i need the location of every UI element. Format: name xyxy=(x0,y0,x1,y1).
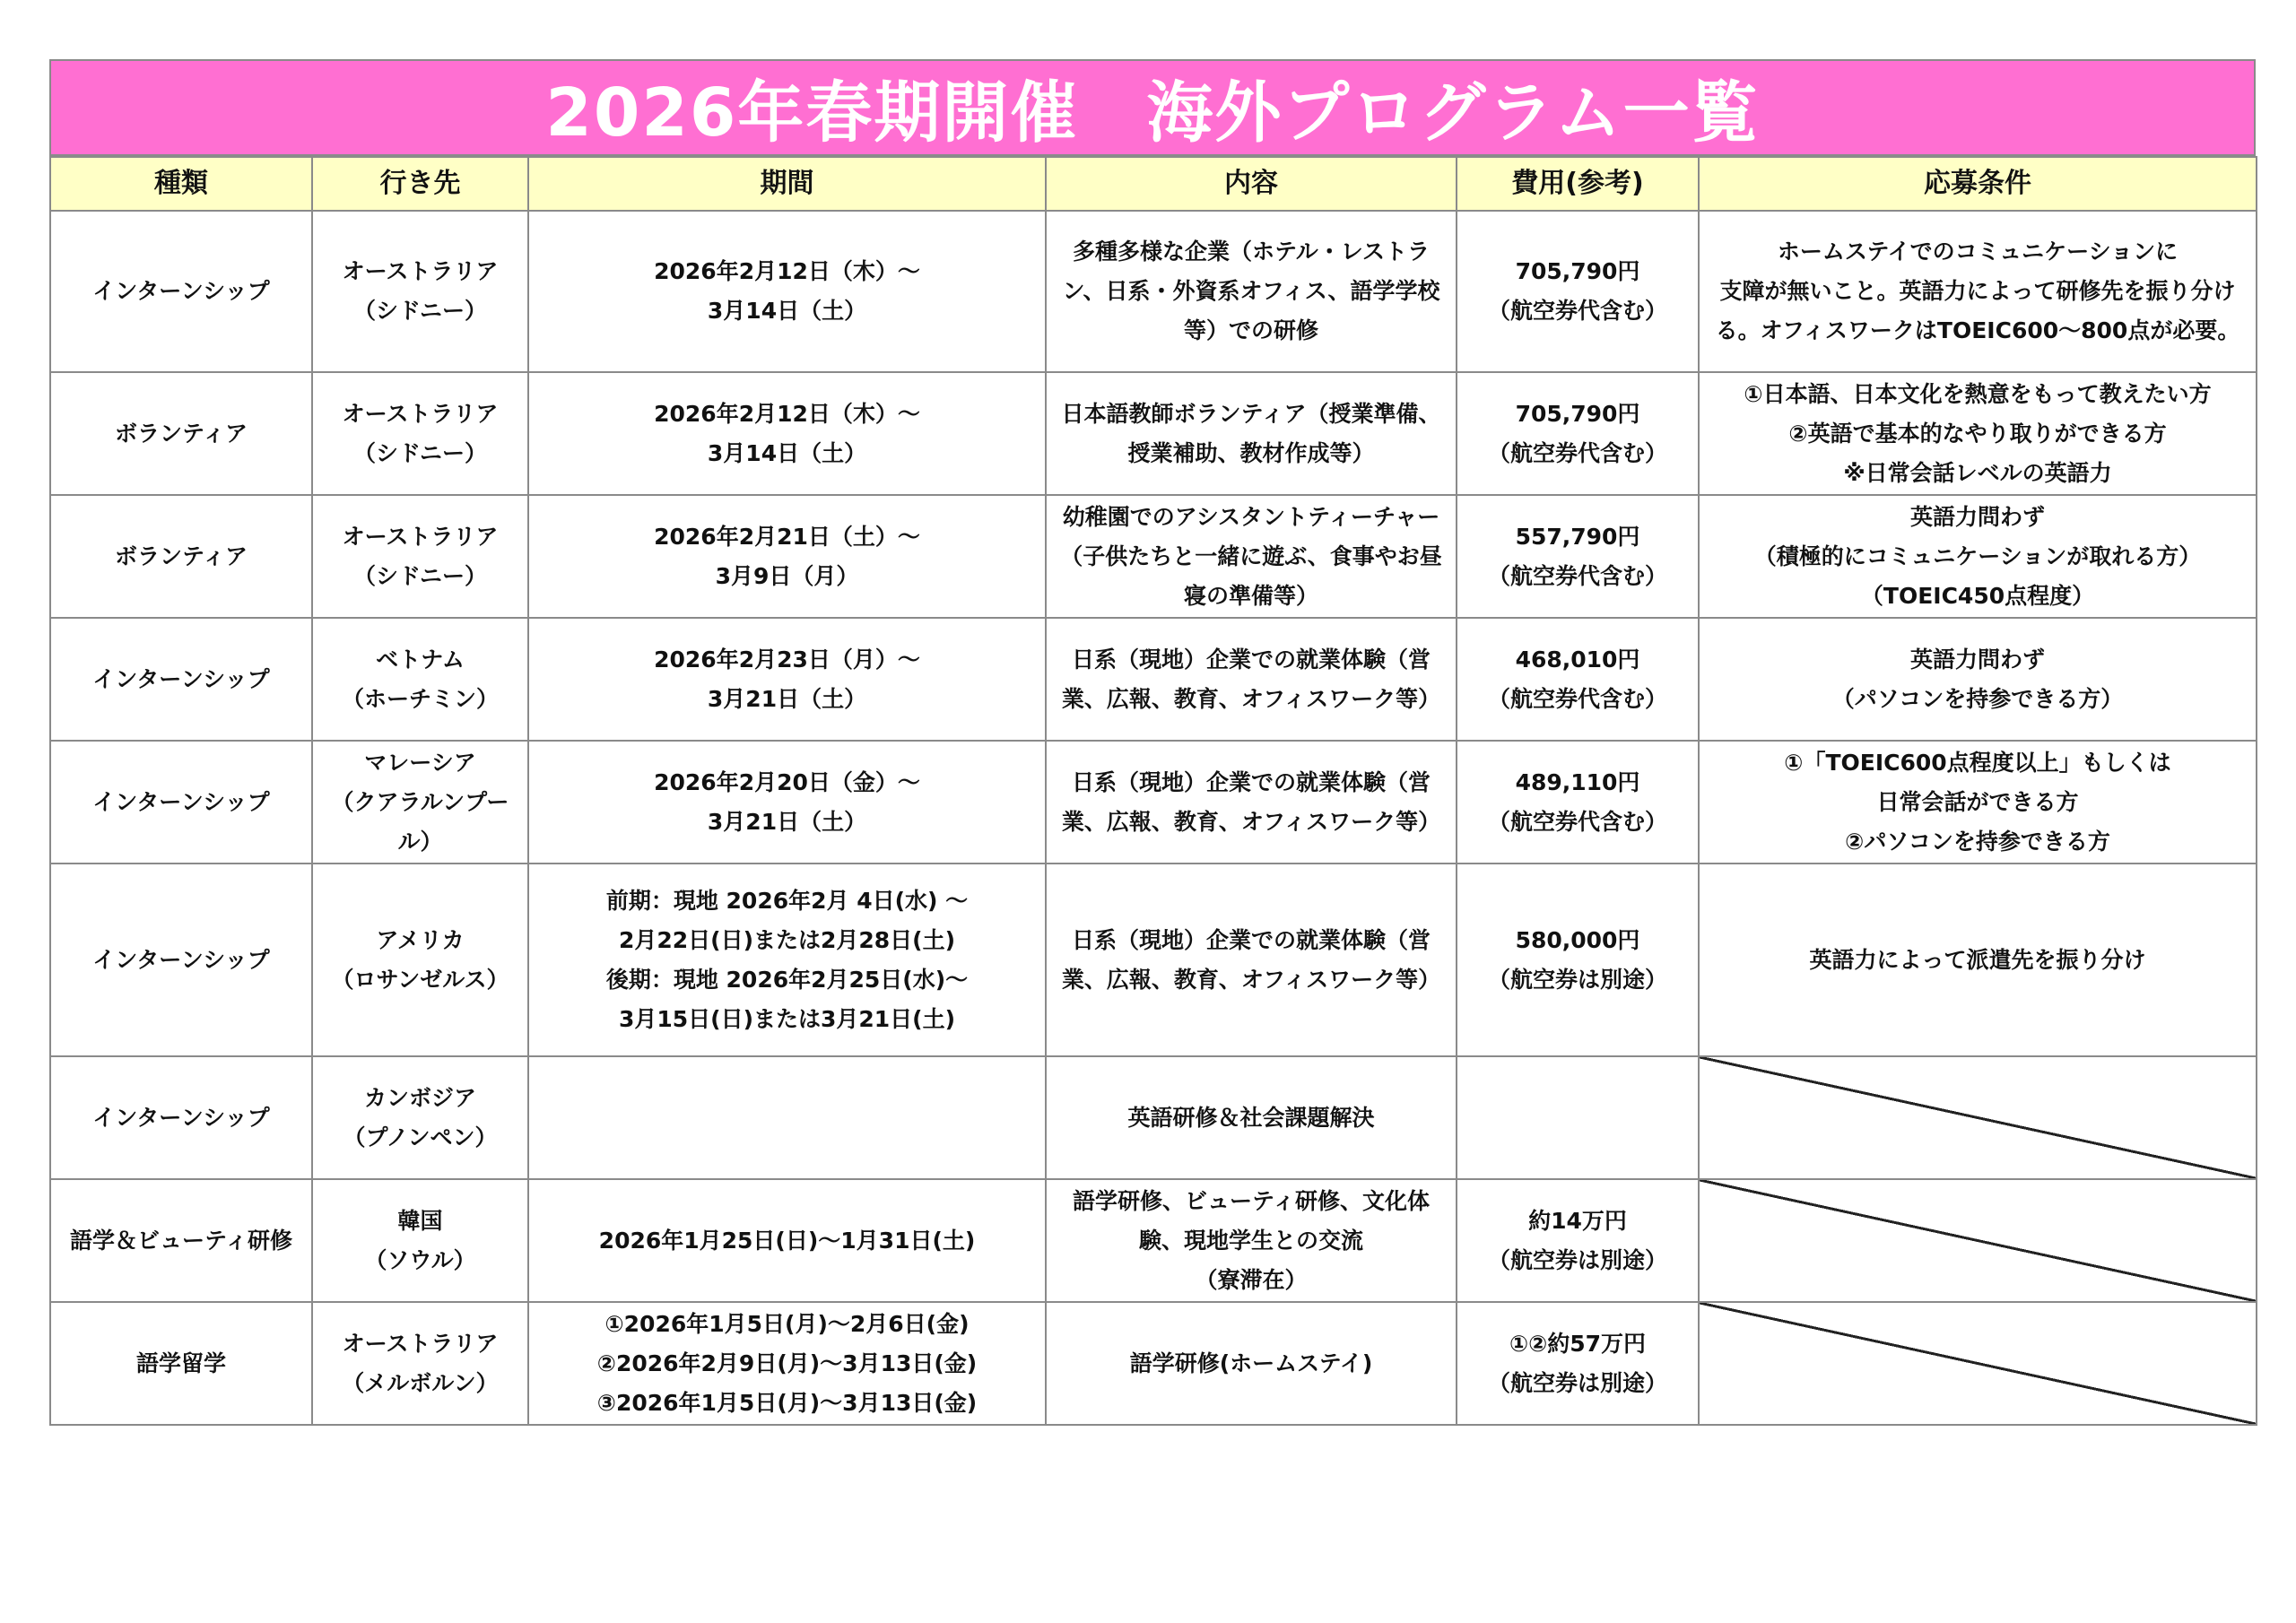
cell-period: 2026年1月25日(日)〜1月31日(土) xyxy=(528,1179,1046,1302)
cell-requirements-struck xyxy=(1699,1302,2257,1425)
cell-period: 2026年2月12日（木）〜 3月14日（土） xyxy=(528,372,1046,495)
cell-requirements: ①日本語、日本文化を熱意をもって教えたい方 ②英語で基本的なやり取りができる方 ※日常会話レベルの英語力 xyxy=(1699,372,2257,495)
cell-cost: 約14万円 （航空券は別途） xyxy=(1457,1179,1699,1302)
cell-period: 2026年2月21日（土）〜 3月9日（月） xyxy=(528,495,1046,618)
cell-destination: オーストラリア （シドニー） xyxy=(312,211,528,372)
cell-cost: 489,110円 （航空券代含む） xyxy=(1457,741,1699,864)
cell-content: 英語研修＆社会課題解決 xyxy=(1046,1056,1457,1179)
header-type: 種類 xyxy=(50,157,312,211)
cell-cost: 580,000円 （航空券は別途） xyxy=(1457,864,1699,1056)
cell-period: 前期：現地 2026年2月 4日(水) 〜 2月22日(日)または2月28日(土) 後期：現地 2026年2月25日(水)〜 3月15日(日)または3月21日(土) xyxy=(528,864,1046,1056)
program-sheet xyxy=(49,59,2256,1426)
cell-type: インターンシップ xyxy=(50,741,312,864)
cell-type: ボランティア xyxy=(50,372,312,495)
cell-content: 語学研修、ビューティ研修、文化体 験、現地学生との交流 （寮滞在） xyxy=(1046,1179,1457,1302)
header-requirements: 応募条件 xyxy=(1699,157,2257,211)
cell-content: 多種多様な企業（ホテル・レストラ ン、日系・外資系オフィス、語学学校 等）での研修 xyxy=(1046,211,1457,372)
cell-content: 日本語教師ボランティア（授業準備、 授業補助、教材作成等） xyxy=(1046,372,1457,495)
cell-content: 語学研修(ホームステイ) xyxy=(1046,1302,1457,1425)
table-row xyxy=(50,1179,2257,1302)
table-row xyxy=(50,372,2257,495)
header-content: 内容 xyxy=(1046,157,1457,211)
table-row xyxy=(50,864,2257,1056)
cell-destination: アメリカ （ロサンゼルス） xyxy=(312,864,528,1056)
cell-requirements: 英語力問わず （パソコンを持参できる方） xyxy=(1699,618,2257,741)
cell-requirements: ホームステイでのコミュニケーションに 支障が無いこと。英語力によって研修先を振り分け る。オフィスワークはTOEIC600〜800点が必要。 xyxy=(1699,211,2257,372)
title-banner xyxy=(49,59,2256,156)
cell-type: ボランティア xyxy=(50,495,312,618)
table-row xyxy=(50,1056,2257,1179)
header-row xyxy=(50,157,2257,211)
cell-period: ①2026年1月5日(月)〜2月6日(金) ②2026年2月9日(月)〜3月13日(金) ③2026年1月5日(月)〜3月13日(金) xyxy=(528,1302,1046,1425)
program-table xyxy=(49,156,2257,1426)
table-row xyxy=(50,495,2257,618)
cell-content: 日系（現地）企業での就業体験（営 業、広報、教育、オフィスワーク等） xyxy=(1046,864,1457,1056)
cell-period: 2026年2月12日（木）〜 3月14日（土） xyxy=(528,211,1046,372)
cell-cost: 705,790円 （航空券代含む） xyxy=(1457,211,1699,372)
cell-cost: 468,010円 （航空券代含む） xyxy=(1457,618,1699,741)
cell-requirements-struck xyxy=(1699,1179,2257,1302)
header-cost: 費用(参考) xyxy=(1457,157,1699,211)
cell-cost: 557,790円 （航空券代含む） xyxy=(1457,495,1699,618)
cell-destination: マレーシア （クアラルンプー ル） xyxy=(312,741,528,864)
cell-content: 幼稚園でのアシスタントティーチャー （子供たちと一緒に遊ぶ、食事やお昼 寝の準備等） xyxy=(1046,495,1457,618)
cell-destination: オーストラリア （シドニー） xyxy=(312,495,528,618)
cell-cost: 705,790円 （航空券代含む） xyxy=(1457,372,1699,495)
cell-cost: ①②約57万円 （航空券は別途） xyxy=(1457,1302,1699,1425)
cell-period xyxy=(528,1056,1046,1179)
cell-type: インターンシップ xyxy=(50,211,312,372)
table-row xyxy=(50,211,2257,372)
cell-destination: ベトナム （ホーチミン） xyxy=(312,618,528,741)
cell-type: インターンシップ xyxy=(50,864,312,1056)
header-destination: 行き先 xyxy=(312,157,528,211)
cell-period: 2026年2月20日（金）〜 3月21日（土） xyxy=(528,741,1046,864)
cell-destination: 韓国 （ソウル） xyxy=(312,1179,528,1302)
cell-cost xyxy=(1457,1056,1699,1179)
table-row xyxy=(50,618,2257,741)
cell-destination: オーストラリア （シドニー） xyxy=(312,372,528,495)
cell-requirements: 英語力によって派遣先を振り分け xyxy=(1699,864,2257,1056)
cell-content: 日系（現地）企業での就業体験（営 業、広報、教育、オフィスワーク等） xyxy=(1046,618,1457,741)
cell-content: 日系（現地）企業での就業体験（営 業、広報、教育、オフィスワーク等） xyxy=(1046,741,1457,864)
cell-period: 2026年2月23日（月）〜 3月21日（土） xyxy=(528,618,1046,741)
cell-requirements-struck xyxy=(1699,1056,2257,1179)
table-row xyxy=(50,741,2257,864)
cell-type: 語学留学 xyxy=(50,1302,312,1425)
cell-type: インターンシップ xyxy=(50,1056,312,1179)
cell-type: インターンシップ xyxy=(50,618,312,741)
table-row xyxy=(50,1302,2257,1425)
cell-requirements: ①「TOEIC600点程度以上」もしくは 日常会話ができる方 ②パソコンを持参できる方 xyxy=(1699,741,2257,864)
cell-destination: オーストラリア （メルボルン） xyxy=(312,1302,528,1425)
cell-type: 語学＆ビューティ研修 xyxy=(50,1179,312,1302)
header-period: 期間 xyxy=(528,157,1046,211)
cell-requirements: 英語力問わず （積極的にコミュニケーションが取れる方） （TOEIC450点程度） xyxy=(1699,495,2257,618)
cell-destination: カンボジア （プノンペン） xyxy=(312,1056,528,1179)
page-title: 2026年春期開催 海外プログラム一覧 xyxy=(545,74,1760,152)
